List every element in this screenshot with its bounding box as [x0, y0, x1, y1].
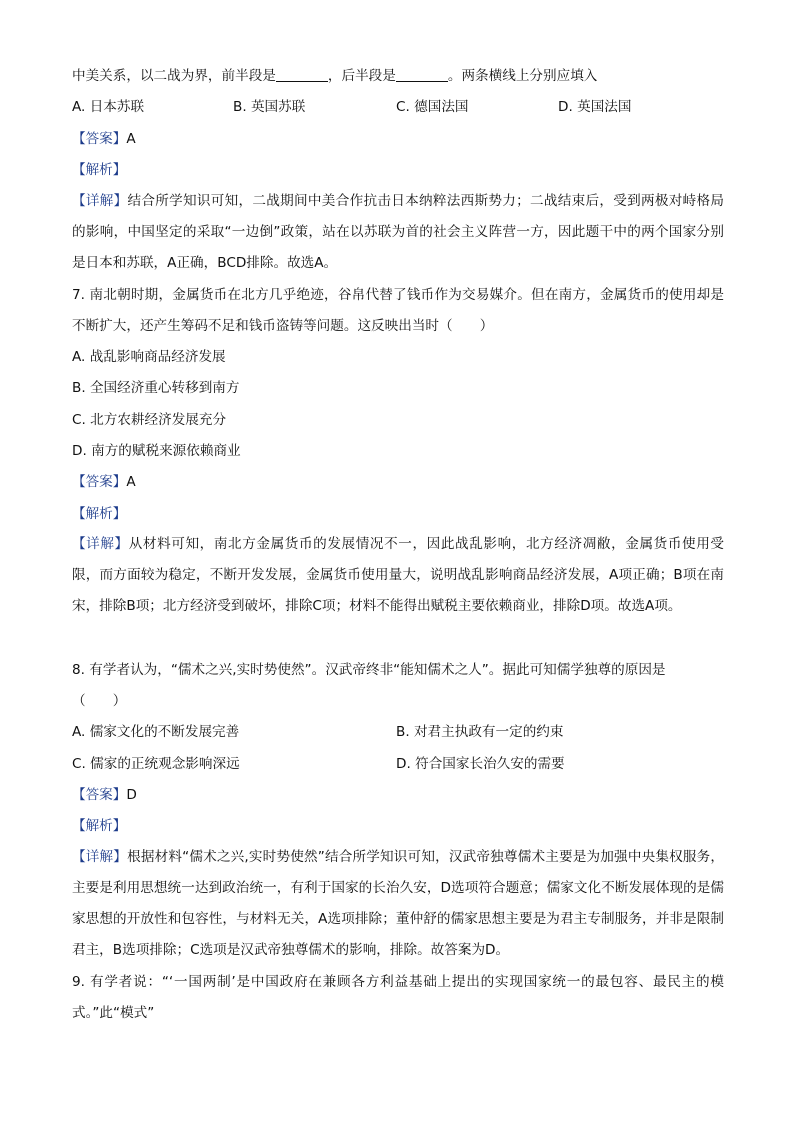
q6-stem-part-c: 。两条横线上分别应填入	[447, 68, 598, 84]
q8-option-c: C. 儒家的正统观念影响深远	[72, 756, 240, 772]
q6-option-b: B. 英国苏联	[233, 99, 306, 115]
q7-option-d: D. 南方的赋税来源依赖商业	[72, 443, 241, 459]
detail-label: 【详解】	[72, 536, 129, 552]
q6-stem-part-a: 中美关系，以二战为界，前半段是	[72, 68, 276, 84]
answer-value: A	[126, 474, 136, 490]
q8-paren: （ ）	[72, 693, 127, 709]
answer-value: D	[126, 787, 137, 803]
detail-label: 【详解】	[72, 849, 128, 865]
q7-detail	[72, 529, 724, 622]
answer-value: A	[126, 131, 136, 147]
q6-analysis-label: 【解析】	[72, 162, 127, 178]
answer-label: 【答案】	[72, 474, 127, 490]
answer-blank	[276, 67, 328, 82]
q9-stem: 9. 有学者说：“‘一国两制’是中国政府在兼顾各方利益基础上提出的实现国家统一的最包容、最民主的模式。”此“模式”	[72, 974, 724, 1021]
q6-answer	[72, 130, 136, 148]
q8-option-d: D. 符合国家长治久安的需要	[396, 756, 565, 772]
q7-option-a: A. 战乱影响商品经济发展	[72, 349, 226, 365]
q6-option-c: C. 德国法国	[396, 99, 469, 115]
detail-text: 结合所学知识可知，二战期间中美合作抗击日本纳粹法西斯势力；二战结束后，受到两极对峙格局的影响，中国坚定的采取“一边倒”政策，站在以苏联为首的社会主义阵营一方，因此题干中的两个国家分别是日本和苏联，A正确，BCD排除。故选A。	[72, 193, 724, 271]
detail-text: 根据材料“儒术之兴,实时势使然”结合所学知识可知，汉武帝独尊儒术主要是为加强中央集权服务，主要是利用思想统一达到政治统一，有利于国家的长治久安，D选项符合题意；儒家文化不断发展体现的是儒家思想的开放性和包容性，与材料无关，A选项排除；董仲舒的儒家思想主要是为君主专制服务，并非是限制君主，B选项排除；C选项是汉武帝独尊儒术的影响，排除。故答案为D。	[72, 849, 725, 958]
q6-stem-part-b: ，后半段是	[327, 68, 396, 84]
q6-option-d: D. 英国法国	[558, 99, 632, 115]
q8-option-a: A. 儒家文化的不断发展完善	[72, 724, 240, 740]
q7-stem: 7. 南北朝时期，金属货币在北方几乎绝迹，谷帛代替了钱币作为交易媒介。但在南方，金属货币的使用却是不断扩大，还产生筹码不足和钱币盗铸等问题。这反映出当时（ ）	[72, 287, 724, 334]
answer-label: 【答案】	[72, 131, 127, 147]
q7-option-c: C. 北方农耕经济发展充分	[72, 412, 227, 428]
q8-analysis-label: 【解析】	[72, 818, 127, 834]
answer-blank	[396, 67, 448, 82]
detail-text: 从材料可知，南北方金属货币的发展情况不一，因此战乱影响，北方经济凋敝，金属货币使用受限，而方面较为稳定，不断开发发展，金属货币使用量大，说明战乱影响商品经济发展，A项正确；B项在南宋，排除B项；北方经济受到破坏，排除C项；材料不能得出赋税主要依赖商业，排除D项。故选A项。	[72, 536, 724, 614]
q6-option-a: A. 日本苏联	[72, 99, 145, 115]
q7-option-b: B. 全国经济重心转移到南方	[72, 380, 240, 396]
detail-label: 【详解】	[72, 193, 128, 209]
q8-detail	[72, 842, 724, 966]
q6-stem	[72, 67, 597, 85]
q8-stem: 8. 有学者认为，“儒术之兴,实时势使然”。汉武帝终非“能知儒术之人”。据此可知儒学独尊的原因是	[72, 662, 666, 678]
q8-option-b: B. 对君主执政有一定的约束	[396, 724, 564, 740]
q7-answer	[72, 473, 136, 491]
answer-label: 【答案】	[72, 787, 127, 803]
q7-analysis-label: 【解析】	[72, 506, 127, 522]
q6-detail	[72, 186, 724, 279]
q8-answer	[72, 786, 137, 804]
